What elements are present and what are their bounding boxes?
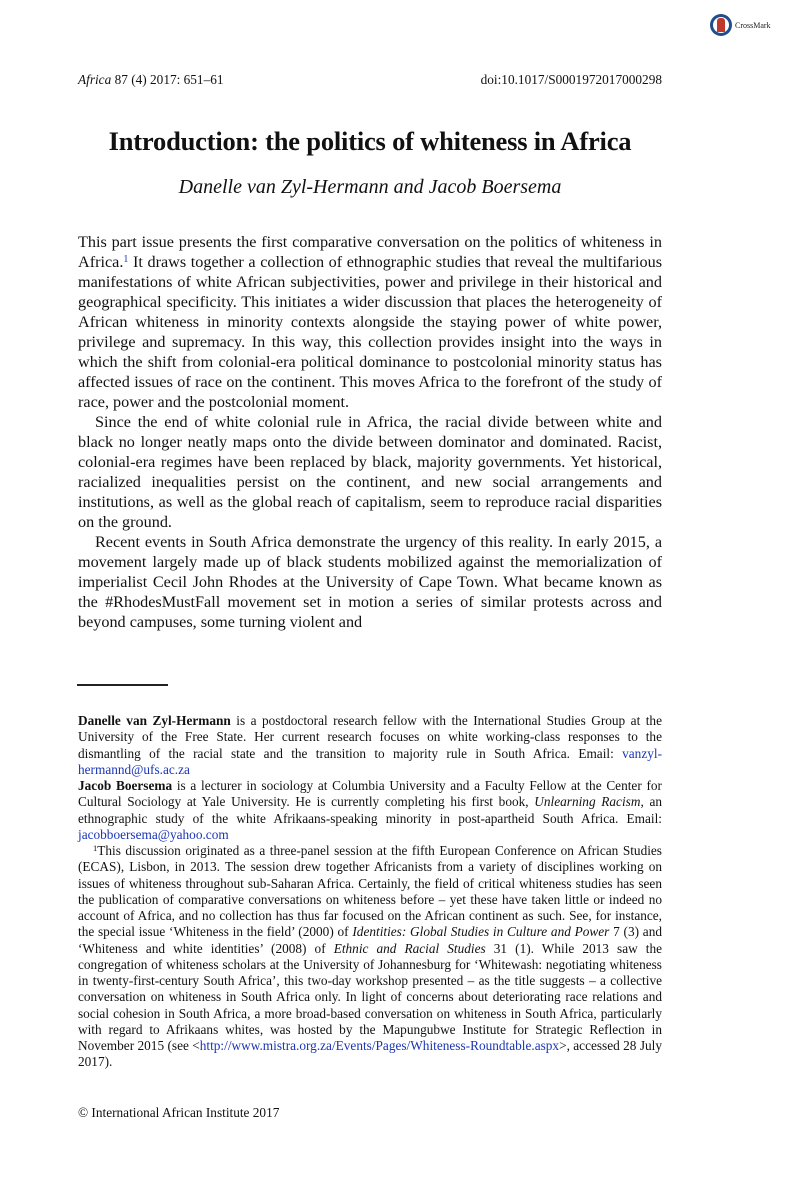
crossmark-icon bbox=[710, 14, 732, 36]
author-1-bio: is a postdoctoral research fellow with the International Studies Group at the University of the Free State. Her current research focuses on white working-class responses to the dismantling of the racial state and the transition to majority rule in South Africa. Email: bbox=[78, 713, 662, 761]
journal-name: Africa bbox=[78, 72, 112, 87]
paragraph-1-text-b: It draws together a collection of ethnographic studies that reveal the multifarious manifestations of white African subjectivities, power and privilege in their historical and geographical specificity. This initiates a wider discussion that places the heterogeneity of African whiteness in minority contexts alongside the staying power of white power, privilege and supremacy. In this way, this collection provides insight into the ways in which the shift from colonial-era political dominance to postcolonial minority status has affected issues of race on the continent. This moves Africa to the forefront of the study of race, power and the postcolonial moment. bbox=[78, 253, 662, 411]
footnote-1 bbox=[78, 843, 662, 1071]
paragraph-1-text-a: This part issue presents the first comparative conversation on the politics of whiteness in Africa. bbox=[78, 233, 662, 271]
running-head bbox=[78, 72, 662, 88]
footnotes bbox=[78, 713, 662, 1071]
author-note-2 bbox=[78, 778, 662, 843]
footnote-1-text-c: 31 (1). While 2013 saw the congregation of whiteness scholars at the University of Johannesburg for ‘Whitewash: negotiating whiteness in twenty-first-century South Africa’, this two-day workshop presented – as the title suggests – a collective conversation on whiteness in South Africa only. In light of concerns about deteriorating race relations and social cohesion in South Africa, a more broad-based conversation on whiteness in South Africa, particularly with regard to Afrikaans whites, was hosted by the Mapungubwe Institute for Strategic Reflection in November 2015 (see < bbox=[78, 940, 663, 1053]
journal-citation bbox=[78, 72, 224, 88]
author-1-name: Danelle van Zyl-Hermann bbox=[78, 713, 231, 728]
footnote-1-text-d: >, accessed 28 July 2017). bbox=[78, 1038, 662, 1070]
footnote-1-text-b: 7 (3) and ‘Whiteness and white identities’ (2008) of bbox=[78, 924, 663, 956]
author-1-email-link[interactable]: vanzyl-hermannd@ufs.ac.za bbox=[78, 745, 662, 777]
article-authors: Danelle van Zyl-Hermann and Jacob Boersema bbox=[178, 176, 562, 198]
paragraph-3: Recent events in South Africa demonstrate the urgency of this reality. In early 2015, a movement largely made up of black students mobilized against the memorialization of imperialist Cecil John Rhodes at the University of Cape Town. What became known as the #RhodesMustFall movement set in motion a series of similar protests across and beyond campuses, some turning violent and bbox=[78, 533, 662, 631]
volume-issue-pages: 87 (4) 2017: 651–61 bbox=[111, 72, 224, 87]
paragraph-1 bbox=[78, 232, 662, 412]
author-2-book-title: Unlearning Racism bbox=[534, 794, 641, 810]
doi: doi:10.1017/S0001972017000298 bbox=[480, 72, 662, 87]
author-2-email-link[interactable]: jacobboersema@yahoo.com bbox=[78, 826, 229, 842]
footnote-1-journal-2: Ethnic and Racial Studies bbox=[333, 940, 486, 956]
footnote-divider bbox=[77, 684, 168, 686]
footnote-1-url-link[interactable]: http://www.mistra.org.za/Events/Pages/Whiteness-Roundtable.aspx bbox=[199, 1038, 560, 1053]
footnote-ref-1[interactable]: 1 bbox=[123, 254, 129, 265]
article-body bbox=[78, 232, 662, 632]
footnote-1-journal-1: Identities: Global Studies in Culture and Power bbox=[352, 924, 610, 940]
crossmark-badge[interactable] bbox=[710, 14, 771, 36]
crossmark-label: CrossMark bbox=[735, 20, 771, 30]
author-2-bio-b: , an ethnographic study of the white Afrikaans-speaking minority in post-apartheid South Africa. Email: bbox=[78, 794, 663, 826]
article-title: Introduction: the politics of whiteness in Africa bbox=[108, 126, 632, 156]
footnote-1-text-a: This discussion originated as a three-panel session at the fifth European Conference on African Studies (ECAS), Lisbon, in 2013. The session drew together Africanists from a variety of disciplines working on issues of whiteness throughout sub-Saharan Africa. Certainly, the field of critical whiteness studies has seen the publication of comparative conversations on whiteness before – yet these have taken little or indeed no account of Africa, and no collection has thus far focused on the African continent as such. See, for instance, the special issue ‘Whiteness in the field’ (2000) of bbox=[78, 843, 662, 940]
copyright-notice: © International African Institute 2017 bbox=[78, 1105, 280, 1120]
author-2-name: Jacob Boersema bbox=[78, 778, 173, 793]
author-2-bio-a: is a lecturer in sociology at Columbia University and a Faculty Fellow at the Center for Cultural Sociology at Yale University. He is currently completing his first book, bbox=[78, 778, 662, 810]
paragraph-2: Since the end of white colonial rule in Africa, the racial divide between white and black no longer neatly maps onto the divide between dominator and dominated. Racist, colonial-era regimes have been replaced by black, majority governments. Yet historical, racialized inequalities persist on the continent, and new social arrangements and institutions, as well as the global reach of capitalism, seem to reproduce racial disparities on the ground. bbox=[78, 413, 662, 531]
author-note-1 bbox=[78, 713, 662, 778]
footnote-1-marker: 1 bbox=[93, 843, 98, 853]
